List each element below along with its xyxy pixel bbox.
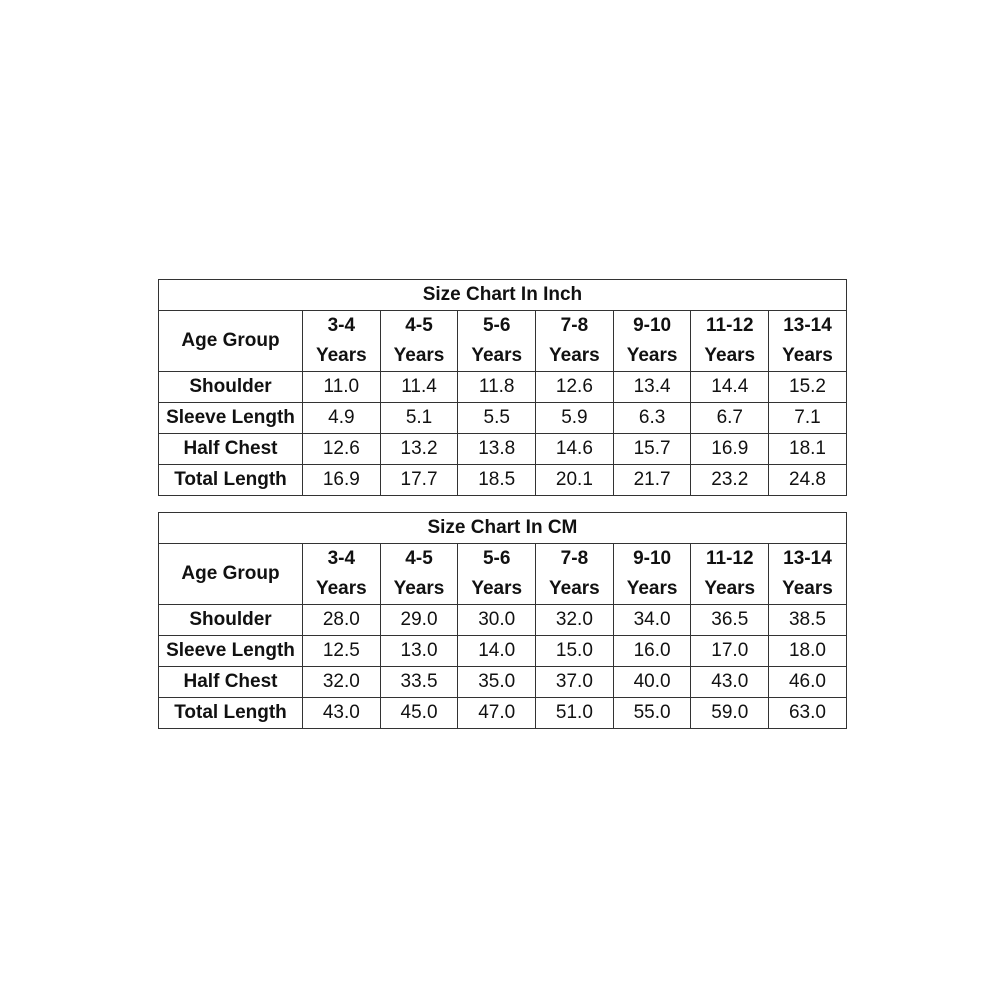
size-chart-inch-table <box>158 279 847 496</box>
measurement-value: 16.9 <box>303 465 381 496</box>
measurement-value: 13.8 <box>458 434 536 465</box>
age-unit: Years <box>704 578 756 599</box>
age-group-label: Age Group <box>159 311 303 372</box>
measurement-label: Total Length <box>159 465 303 496</box>
age-range: 11-12 <box>706 315 754 336</box>
age-range: 5-6 <box>482 548 511 569</box>
age-unit: Years <box>471 578 523 599</box>
measurement-value: 38.5 <box>769 605 847 636</box>
measurement-value: 23.2 <box>691 465 769 496</box>
measurement-value: 11.0 <box>303 372 381 403</box>
age-group-header <box>380 311 458 372</box>
age-unit: Years <box>393 578 445 599</box>
measurement-value: 15.2 <box>769 372 847 403</box>
age-group-header <box>613 544 691 605</box>
measurement-value: 7.1 <box>769 403 847 434</box>
measurement-value: 13.2 <box>380 434 458 465</box>
measurement-value: 45.0 <box>380 698 458 729</box>
age-range: 13-14 <box>783 315 832 336</box>
table-row <box>159 698 847 729</box>
age-range: 11-12 <box>706 548 754 569</box>
age-unit: Years <box>782 578 833 599</box>
table-row <box>159 434 847 465</box>
measurement-label: Total Length <box>159 698 303 729</box>
measurement-value: 43.0 <box>303 698 381 729</box>
measurement-value: 13.0 <box>380 636 458 667</box>
measurement-value: 13.4 <box>613 372 691 403</box>
age-group-header <box>380 544 458 605</box>
measurement-value: 18.1 <box>769 434 847 465</box>
age-group-header-row <box>159 311 847 372</box>
table-title: Size Chart In Inch <box>159 280 847 311</box>
table-row <box>159 372 847 403</box>
measurement-value: 34.0 <box>613 605 691 636</box>
age-unit: Years <box>549 578 600 599</box>
age-unit: Years <box>471 345 523 366</box>
measurement-label: Sleeve Length <box>159 636 303 667</box>
measurement-value: 14.4 <box>691 372 769 403</box>
measurement-value: 30.0 <box>458 605 536 636</box>
age-unit: Years <box>549 345 600 366</box>
measurement-value: 18.0 <box>769 636 847 667</box>
measurement-value: 17.7 <box>380 465 458 496</box>
measurement-value: 11.8 <box>458 372 536 403</box>
measurement-value: 43.0 <box>691 667 769 698</box>
age-group-header <box>458 311 536 372</box>
age-group-header-row <box>159 544 847 605</box>
measurement-value: 32.0 <box>303 667 381 698</box>
measurement-value: 33.5 <box>380 667 458 698</box>
age-group-header <box>303 311 381 372</box>
table-title-row <box>159 280 847 311</box>
measurement-value: 6.3 <box>613 403 691 434</box>
table-title-row <box>159 513 847 544</box>
age-range: 3-4 <box>327 315 356 336</box>
measurement-value: 46.0 <box>769 667 847 698</box>
age-unit: Years <box>704 345 756 366</box>
table-row <box>159 605 847 636</box>
measurement-value: 28.0 <box>303 605 381 636</box>
measurement-value: 4.9 <box>303 403 381 434</box>
measurement-value: 16.9 <box>691 434 769 465</box>
measurement-value: 18.5 <box>458 465 536 496</box>
age-group-header <box>769 544 847 605</box>
measurement-value: 15.0 <box>536 636 614 667</box>
age-unit: Years <box>626 345 678 366</box>
measurement-label: Shoulder <box>159 372 303 403</box>
age-unit: Years <box>315 578 367 599</box>
measurement-value: 5.5 <box>458 403 536 434</box>
measurement-label: Shoulder <box>159 605 303 636</box>
measurement-label: Half Chest <box>159 667 303 698</box>
age-unit: Years <box>393 345 445 366</box>
age-group-header <box>458 544 536 605</box>
measurement-value: 5.1 <box>380 403 458 434</box>
measurement-value: 47.0 <box>458 698 536 729</box>
measurement-value: 12.6 <box>303 434 381 465</box>
measurement-value: 14.6 <box>536 434 614 465</box>
measurement-value: 35.0 <box>458 667 536 698</box>
table-row <box>159 667 847 698</box>
age-group-label: Age Group <box>159 544 303 605</box>
measurement-value: 14.0 <box>458 636 536 667</box>
age-group-header <box>691 311 769 372</box>
measurement-value: 55.0 <box>613 698 691 729</box>
age-group-header <box>303 544 381 605</box>
age-unit: Years <box>626 578 678 599</box>
measurement-value: 63.0 <box>769 698 847 729</box>
age-unit: Years <box>782 345 833 366</box>
age-range: 4-5 <box>405 315 433 336</box>
age-group-header <box>691 544 769 605</box>
measurement-value: 36.5 <box>691 605 769 636</box>
measurement-value: 32.0 <box>536 605 614 636</box>
measurement-value: 20.1 <box>536 465 614 496</box>
age-range: 9-10 <box>633 548 672 569</box>
age-range: 5-6 <box>482 315 511 336</box>
age-group-header <box>613 311 691 372</box>
measurement-value: 12.6 <box>536 372 614 403</box>
measurement-value: 29.0 <box>380 605 458 636</box>
measurement-value: 40.0 <box>613 667 691 698</box>
measurement-label: Sleeve Length <box>159 403 303 434</box>
age-range: 7-8 <box>560 315 589 336</box>
age-range: 4-5 <box>405 548 433 569</box>
table-row <box>159 403 847 434</box>
measurement-value: 6.7 <box>691 403 769 434</box>
measurement-value: 11.4 <box>380 372 458 403</box>
table-title: Size Chart In CM <box>159 513 847 544</box>
table-row <box>159 636 847 667</box>
measurement-value: 16.0 <box>613 636 691 667</box>
age-range: 7-8 <box>560 548 589 569</box>
size-chart-cm-table <box>158 512 847 729</box>
age-group-header <box>769 311 847 372</box>
age-group-header <box>536 544 614 605</box>
age-range: 9-10 <box>633 315 672 336</box>
measurement-value: 51.0 <box>536 698 614 729</box>
age-range: 3-4 <box>327 548 356 569</box>
table-row <box>159 465 847 496</box>
measurement-value: 24.8 <box>769 465 847 496</box>
measurement-value: 12.5 <box>303 636 381 667</box>
measurement-value: 21.7 <box>613 465 691 496</box>
measurement-value: 59.0 <box>691 698 769 729</box>
measurement-value: 37.0 <box>536 667 614 698</box>
age-unit: Years <box>315 345 367 366</box>
age-range: 13-14 <box>783 548 832 569</box>
measurement-value: 15.7 <box>613 434 691 465</box>
measurement-label: Half Chest <box>159 434 303 465</box>
measurement-value: 5.9 <box>536 403 614 434</box>
measurement-value: 17.0 <box>691 636 769 667</box>
age-group-header <box>536 311 614 372</box>
